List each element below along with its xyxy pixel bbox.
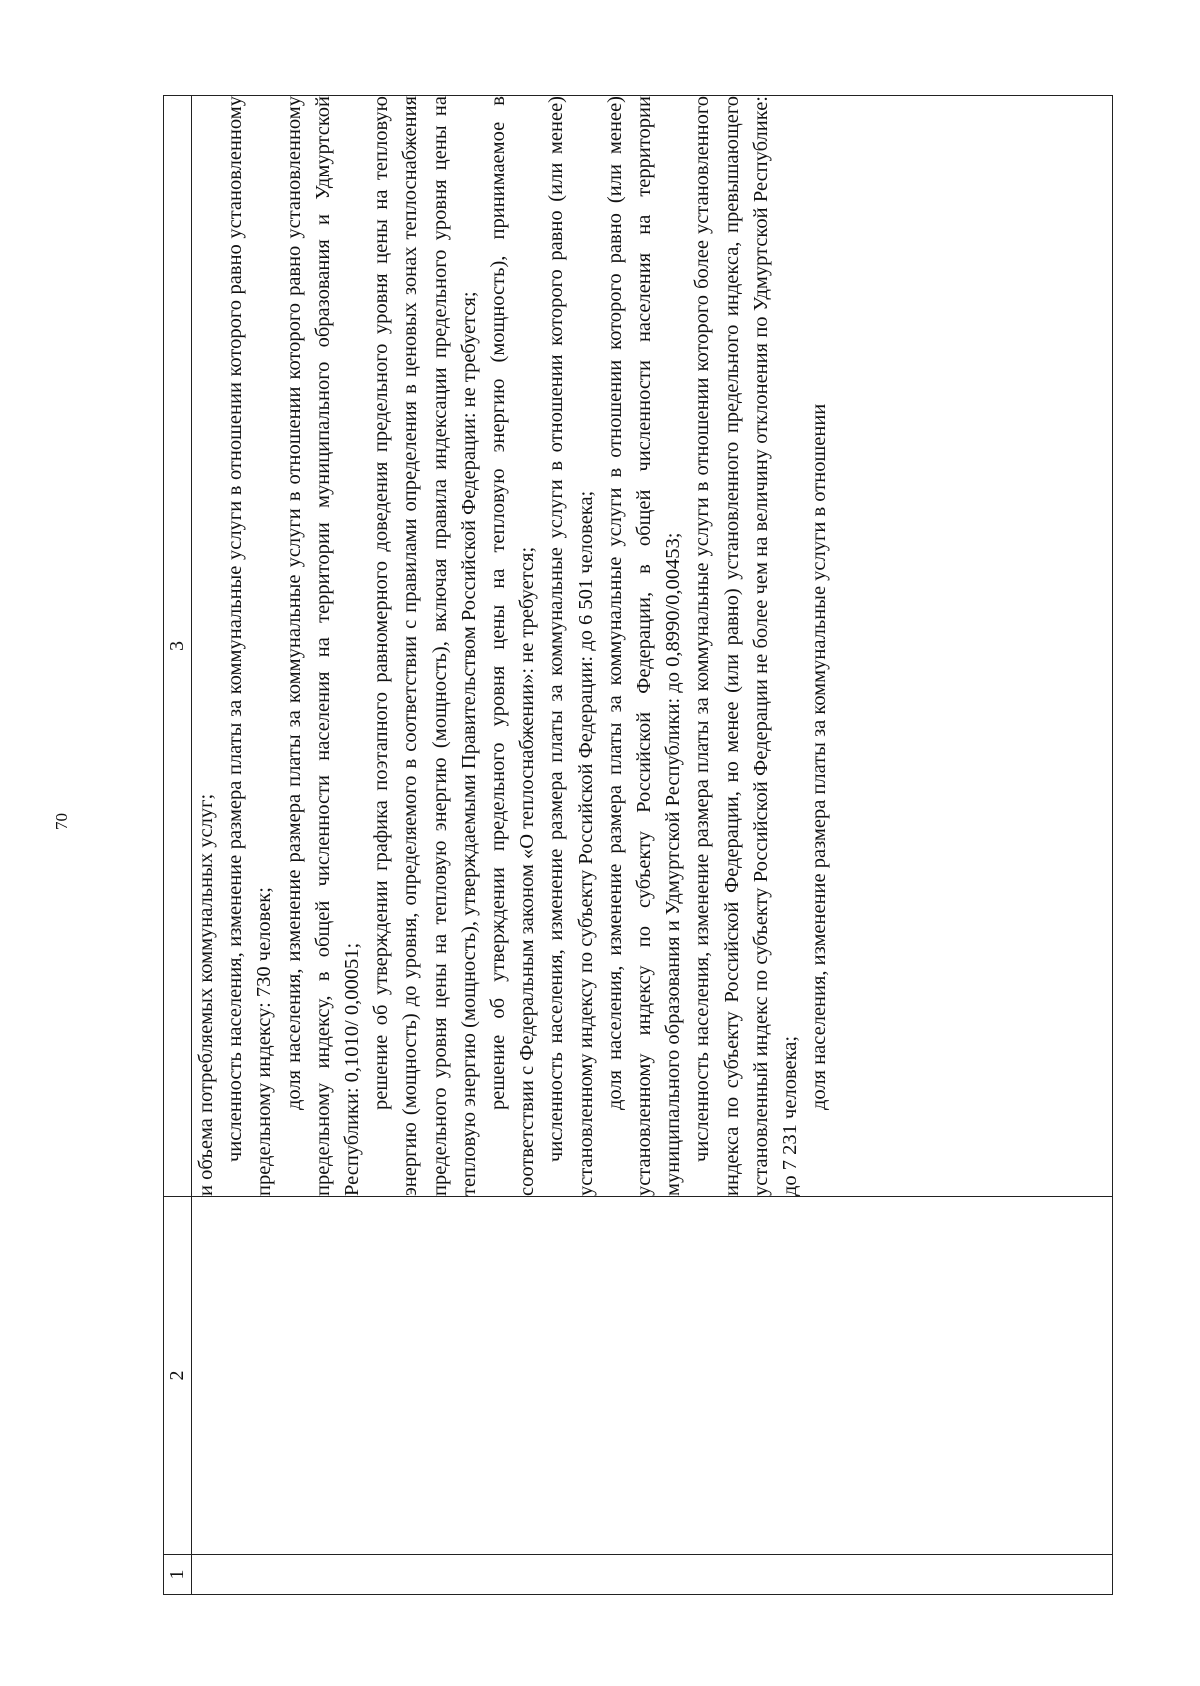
paragraph: доля населения, изменение размера платы за коммунальные услуги в отношении [808,403,831,1110]
column-header-3: 3 [164,96,192,1197]
paragraph: и объема потребляемых коммунальных услуг; [195,793,217,1196]
column-header-1: 1 [164,1555,192,1595]
paragraph: численность населения, изменение размера платы за коммунальные услуги в отношении которого равно (или менее) установленному индексу по субъекту Российской Федерации: до 6 501 человека; [545,96,597,1196]
table-row [192,96,1113,1595]
paragraph: доля населения, изменение размера платы за коммунальные услуги в отношении которого равно установленному предельному индексу, в общей численности населения на территории муниципального образования и Удмуртской Республики: 0,1010/ 0,00051; [282,96,364,1196]
paragraph: численность населения, изменение размера платы за коммунальные услуги в отношении которого более установленного индекса по субъекту Российской Федерации, но менее (или равно) установленного предельного индекса, превышающего установленный индекс по субъекту Российской Федерации не более чем на величину отклонения по Удмуртской Республике: до 7 231 человека; [691,96,802,1196]
rotated-table-wrapper [163,95,1113,1595]
cell-col3 [192,96,1113,1197]
paragraph: решение об утверждении предельного уровня цены на тепловую энергию (мощность), принимаемое в соответствии с Федеральным законом «О теплоснабжении»: не требуется; [487,96,539,1196]
paragraph: доля населения, изменение размера платы за коммунальные услуги в отношении которого равно (или менее) установленному индексу по субъекту Российской Федерации, в общей численности населения на территории муниципального образования и Удмуртской Республики: до 0,8990/0,00453; [603,96,685,1196]
page-number: 70 [52,813,71,830]
document-table [163,95,1113,1595]
cell-col2 [192,1197,1113,1555]
table-header-row [164,96,192,1595]
paragraph: решение об утверждении графика поэтапного равномерного доведения предельного уровня цены на тепловую энергию (мощность) до уровня, определяемого в соответствии с правилами определения в ценовых зонах теплоснабжения предельного уровня цены на тепловую энергию (мощность), включая правила индексации предельного уровня цены на тепловую энергию (мощность), утверждаемыми Правительством Российской Федерации: не требуется; [370,96,480,1196]
paragraph: численность населения, изменение размера платы за коммунальные услуги в отношении которого равно установленному предельному индексу: 730 человек; [224,96,276,1196]
cell-col1 [192,1555,1113,1595]
column-header-2: 2 [164,1197,192,1555]
